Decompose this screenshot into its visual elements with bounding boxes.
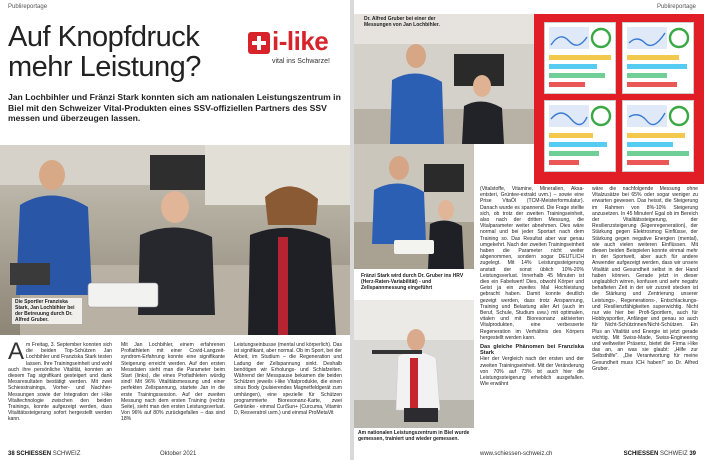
- logo-tagline: vital ins Schwarze!: [272, 58, 330, 65]
- measurement-chart-1: [544, 22, 616, 94]
- footer-right: [624, 451, 696, 457]
- photo-shooter: [354, 300, 474, 428]
- right-column-1-text: (Vitalstoffe, Vitamine, Mineralien, Aksa-entsteri, Grüntee-extrakt uvm.) – sowie eine Prise VitaÖl (TCM-Meisterformulatur). Danach wurde es spannend. Die Frage stellte sich, ob trotz der zweiten Trainingseinheit, also nach der dritten Messung, die Vitalparameter weiter abnehmen. Dies wäre normal und bei jeder Sportart nach dem Training so. Das Resultat aber war genau umgekehrt. Nach der zweiten Trainingseinheit haben die Parameter nicht weiter abgenommen, sondern sogar DEUTLICH zugelegt. Mit 14% Leistungssteigerung anstatt der sonst üblich 10%-20% Leistungsverlust. Innerhalb 45 Minuten ist dies ein Fabelwert! Dies, obwohl Körper und Geist ja ein zweites Mal Hochleistung gebracht haben. Damit konnte deutlich gezeigt werden, dass trotz Anspannung, Training und Belastung aller Art (auch im Beruf, Schule, Studium uvw.) mit optimalen, vitalen und mit Bioresonanz aktivierten Vitalprodukten, eine verbesserte Regeneration im Verhältnis des Körpers hergestellt werden kann.: [480, 186, 584, 341]
- article-title: Auf Knopfdruck mehr Leistung?: [8, 21, 201, 83]
- photo-measurement-jan: [354, 14, 534, 144]
- article-lead: Jan Lochbihler und Fränzi Stark konnten sich am nationalen Leistungszentrum in Biel mit den Schweizer Vital-Produkten eines SSV-offiziellen Partners des SSV messen und überzeugen lassen.: [8, 92, 341, 123]
- footer-url: www.schiessen-schweiz.ch: [480, 451, 553, 457]
- photo2-caption: Fränzi Stark wird durch Dr. Gruber ins HRV (Herz-Raten-Variabilität) - und Zellspannmessung eingeführt: [358, 272, 472, 292]
- photo-measurement-fraenzi: [354, 144, 474, 269]
- measurement-chart-2: [622, 22, 694, 94]
- magazine-name: SCHIESSEN: [16, 451, 52, 457]
- right-text-column-1: [480, 186, 584, 444]
- plus-cross-icon: [248, 32, 270, 54]
- page-number: 38: [8, 451, 15, 457]
- left-page: [0, 0, 350, 460]
- page-number: 39: [689, 451, 696, 457]
- magazine-suffix: SCHWEIZ: [52, 451, 81, 457]
- magazine-name: SCHIESSEN: [623, 451, 659, 457]
- page-header-label: Publireportage: [8, 4, 48, 10]
- logo-word: i-like: [272, 26, 329, 56]
- column-1-text: m Freitag, 3. September konnten sich die beiden Top-Schützen Jan Lochbihler und Franziska Stark testen lassen. Ihre Trainingseinheit und wohl auch ihre persönliche Vitalität, konnten an diesem Tag signifikant gesteigert und dank Messresultaten bestätigt werden. Mit zwei Schiesstrainings, Vorher- und Nachher-Messungen sowie der Integration der i-like Vitaltechnologie zwischen den beiden Trainings, konnte aufgezeigt werden, dass Vitalitätssteigerung sofort hergestellt werden kann.: [8, 342, 112, 423]
- measurement-chart-3: [544, 100, 616, 172]
- text-column-2: Mit Jan Lochbihler, einem erfahrenen Profiathleten mit einer Covid-Langzeit-syndrom-Erfahrung konnte eine signifikante Steigerung erreicht werden. Auf den ersten Messdaten sieht man die Parameter beim Start (links), die eines Profiathleten würdig sind! Mit 96% Vitalitätsmessung und einer perfekten Zellspannung, startete Jan in die erste Trainingssession. Auf der zweiten Messung nach dem ersten Training (rechts Seite), sieht man den ersten Leistungsverlust. Von 96% auf 80% zurückgefallen – das sind 18%: [121, 342, 225, 423]
- right-text-column-2: wäre die nachfolgende Messung ohne Vitalzusätze bei 65% oder sogar weniger zu erwarten gewesen. Das heisst, die Steigerung im Rahmen von 8%-10% Steigerung anzusetzen. In 45 Minuten! Egal ob im Bereich der Vitalitätssteigerung, der Resilienzsteigerung (Eigenregeneration), der Stärkung gegen Elektrosmog Einflüsse, der Stärkung gegen negative Energien (mental), wie auch vielen weiteren Einflüssen. Mit diesen beiden Beispielen konnte einmal mehr in der Sportwelt, aber auch für andere Anwender aufgezeigt werden, dass wir unsere Vitalität und Gesundheit selbst in der Hand haben können. Gerade jetzt in dieser unglaublich wirren, konfusen und sehr negativ behafteten Zeit in der wir zurzeit stecken ist die Stärkung und Zentrierung unserer Leistungs-, Regenerations-, Entschlackungs- und Resilienzfähigkeiten superwichtig. Nicht nur wie hier bei Profi-Sportlern, auch für Hobbysportler, Anfänger und genau so auch für Nicht-Schützinnen/Nicht-Schützen. Ein Plus an Vitalität und Energie ist jetzt gerade wichtig. Mit Swiss-Made, Swiss-Engineering und weltweiter Präsenz, bietet die Firma i-like das an, an was sie glaubt: „Hilfe zur Selbsthilfe". „Die Verantwortung für meine Gesundheit muss ICH haben!" so Dr. Alfred Gruber.: [592, 186, 698, 372]
- section-heading: Das gleiche Phänomen bei Franziska Stark: [480, 344, 584, 357]
- right-page: [354, 0, 704, 460]
- measurement-chart-4: [622, 100, 694, 172]
- photo3-caption: Am nationalen Leistungszentrum in Biel wurde gemessen, trainiert und wieder gemessen.: [358, 430, 470, 442]
- photo1-caption: Dr. Alfred Gruber bei einer der Messungen von Jan Lochbihler.: [364, 16, 440, 28]
- magazine-suffix: SCHWEIZ: [659, 451, 688, 457]
- dropcap: A: [8, 342, 25, 365]
- footer-left: [8, 451, 80, 457]
- right-column-1-tail: Hier der Vergleich nach der ersten und der zweiten Trainingseinheit. Mit der Veränderung von 70% auf 73% ist auch hier die Leistungssteigerung erheblich ausgefallen. Wie erwähnt: [480, 356, 584, 388]
- page-header-label: Publireportage: [656, 4, 696, 10]
- text-column-3: Leistungseinbusse (mental und körperlich). Das ist signifikant, aber normal. Ob im Sport, bei der Arbeit, im Studium – die Regeneration und Ladung der Zellspannung sinkt. Deshalb benötigen wir Erholungs- und Schlafzeiten. Während der Messpause bekamen die beiden Schützen jeweils i-like Vitalprodukte, die einen sinus Body (pulsierendes Magnetfeldgerät zum umhängen), eine spezielle für Schützen programmierte Bioresonanz-Karte, zwei Getränke - einmal CuriSun+ (Curcuma, Vitamin D, Resveratrol uvm.) und einmal ProMetaVit: [234, 342, 342, 417]
- text-column-1: [8, 342, 112, 444]
- ilike-logo: [248, 26, 344, 74]
- main-photo-caption: Die Sportler Franziska Stark, Jan Lochbihler bei der Betreuung durch Dr. Alfred Gruber.: [12, 298, 82, 324]
- footer-date: Oktober 2021: [160, 451, 197, 457]
